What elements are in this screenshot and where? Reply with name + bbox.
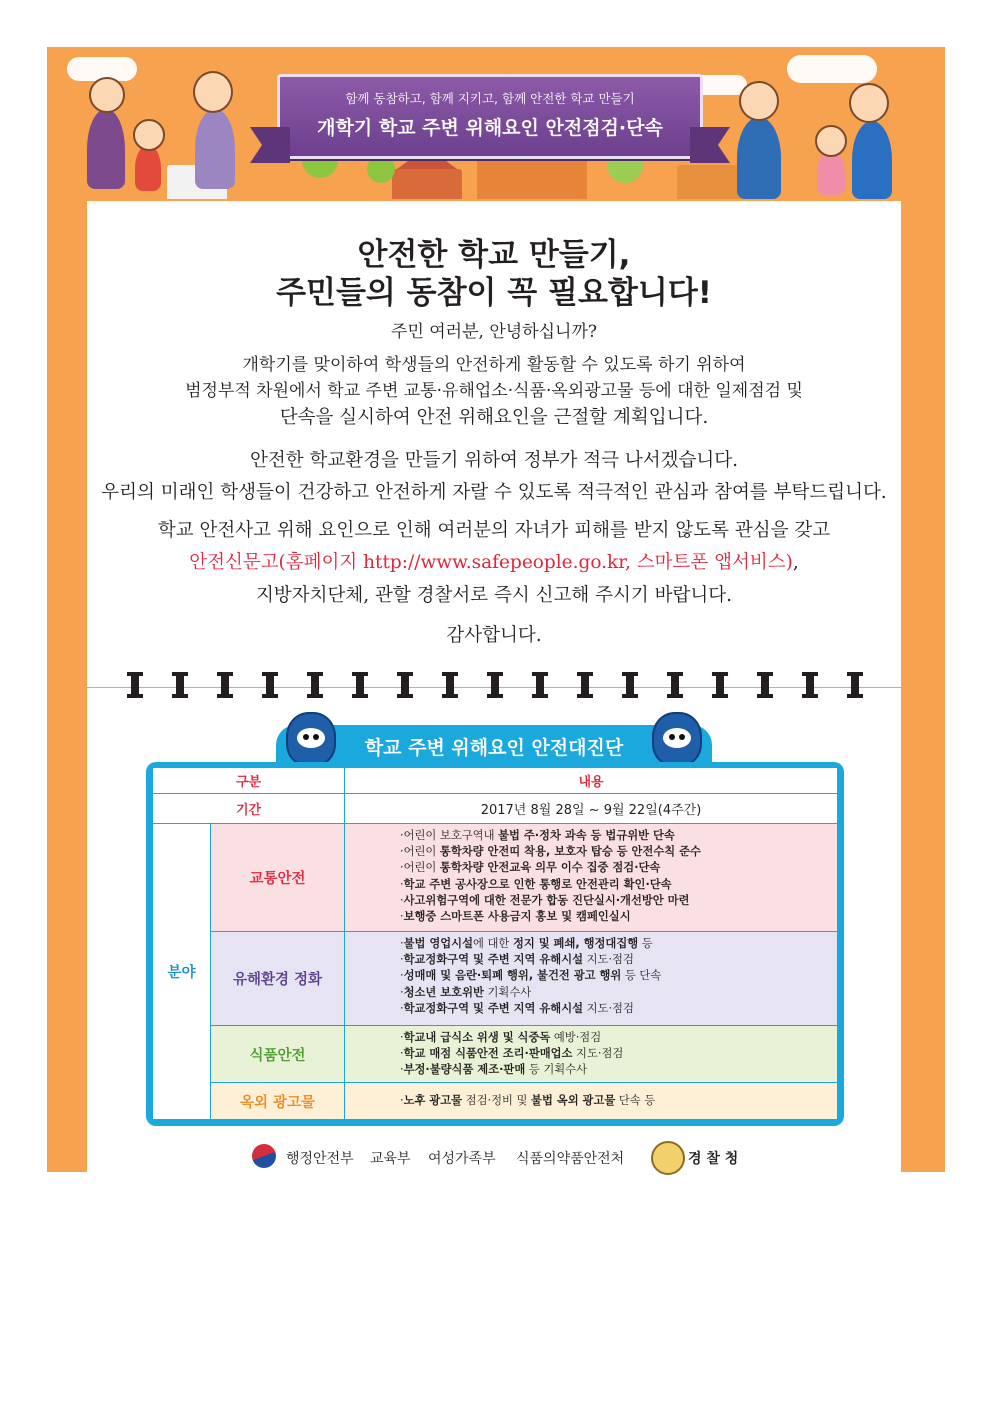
table-item-line: ·학교정화구역 및 주변 지역 유해시설 지도·점검 — [400, 1001, 634, 1015]
banner-title: 개학기 학교 주변 위해요인 안전점검·단속 — [317, 117, 663, 139]
closing-text: 감사합니다. — [446, 625, 542, 646]
grandfather-head — [193, 71, 233, 113]
binder-ring-icon — [446, 672, 454, 698]
footer-org-5: 경 찰 청 — [688, 1151, 739, 1167]
row-label-traffic-safety: 교통안전 — [211, 824, 345, 932]
header-content: 내용 — [345, 768, 837, 794]
table-item-line: ·학교내 급식소 위생 및 식중독 예방·점검 — [400, 1031, 602, 1044]
row-items-harmful-environment — [345, 932, 837, 1026]
row-label-harmful-environment: 유해환경 정화 — [211, 932, 345, 1026]
table-item-line: ·청소년 보호위반 기획수사 — [400, 985, 532, 999]
section-title: 학교 주변 위해요인 안전대진단 — [364, 737, 624, 759]
banner-subtitle: 함께 동참하고, 함께 지키고, 함께 안전한 학교 만들기 — [345, 91, 635, 106]
table-item-line: ·어린이 보호구역내 불법 주·정차 과속 등 법규위반 단속 — [400, 829, 675, 842]
table-item-line: ·학교 주변 공사장으로 인한 통행로 안전관리 확인·단속 — [400, 877, 672, 891]
paragraph-2-line-2: 우리의 미래인 학생들이 건강하고 안전하게 자랄 수 있도록 적극적인 관심과 참여를 부탁드립니다. — [101, 482, 887, 503]
headline-line-1: 안전한 학교 만들기, — [357, 237, 631, 273]
binder-ring-icon — [176, 672, 184, 698]
paragraph-2-line-1: 안전한 학교환경을 만들기 위하여 정부가 적극 나서겠습니다. — [250, 450, 738, 471]
mother-head — [849, 83, 889, 123]
table-item-line: ·성매매 및 음란·퇴폐 행위, 불건전 광고 행위 등 단속 — [400, 969, 662, 983]
binder-ring-icon — [221, 672, 229, 698]
footer-org-4: 식품의약품안전처 — [516, 1151, 625, 1167]
boy-figure — [135, 145, 161, 191]
binder-ring-icon — [401, 672, 409, 698]
inspection-table — [153, 768, 837, 1119]
binder-ring-icon — [131, 672, 139, 698]
title-banner — [277, 74, 703, 159]
period-label: 기간 — [153, 794, 345, 824]
binder-ring-icon — [806, 672, 814, 698]
table-item-line: ·노후 광고물 점검·정비 및 불법 옥외 광고물 단속 등 — [400, 1093, 656, 1107]
police-mascot-icon — [652, 712, 702, 766]
school-building-icon — [477, 157, 587, 199]
binder-ring-icon — [671, 672, 679, 698]
header-illustration — [47, 47, 945, 199]
binder-ring-icon — [581, 672, 589, 698]
binder-ring-icon — [356, 672, 364, 698]
footer-org-3: 여성가족부 — [428, 1151, 496, 1167]
table-item-line: ·사고위험구역에 대한 전문가 합동 진단실시·개선방안 마련 — [400, 893, 690, 907]
field-label: 분야 — [153, 824, 211, 1119]
mother-figure — [852, 121, 892, 199]
row-items-outdoor-ads — [345, 1083, 837, 1119]
binder-ring-icon — [761, 672, 769, 698]
footer-org-1: 행정안전부 — [286, 1151, 354, 1167]
table-item-line: ·어린이 통학차량 안전교육 의무 이수 집중 점검·단속 — [400, 861, 661, 875]
girl-figure — [817, 151, 845, 195]
police-officer-figure — [737, 117, 781, 199]
grandmother-head — [89, 77, 125, 113]
binder-ring-icon — [311, 672, 319, 698]
report-channel-link[interactable]: 안전신문고(홈페이지 http://www.safepeople.go.kr, 스마트폰 앱서비스) — [189, 552, 793, 573]
row-items-traffic-safety — [345, 824, 837, 932]
headline-line-2: 주민들의 동참이 꼭 필요합니다! — [276, 275, 712, 311]
binder-ring-icon — [266, 672, 274, 698]
table-item-line: ·불법 영업시설에 대한 정지 및 폐쇄, 행정대집행 등 — [400, 937, 653, 950]
row-label-outdoor-ads: 옥외 광고물 — [211, 1083, 345, 1119]
grandmother-figure — [87, 109, 125, 189]
row-label-food-safety: 식품안전 — [211, 1026, 345, 1083]
tree-icon — [367, 155, 395, 183]
grandfather-figure — [195, 109, 235, 189]
table-item-line: ·보행중 스마트폰 사용금지 홍보 및 캠페인실시 — [400, 910, 631, 924]
table-item-line: ·부정·불량식품 제조·판매 등 기획수사 — [400, 1063, 587, 1077]
footer-org-2: 교육부 — [370, 1151, 411, 1167]
binder-ring-icon — [626, 672, 634, 698]
binder-ring-icon — [536, 672, 544, 698]
government-emblem-icon — [252, 1144, 276, 1168]
binder-ring-icon — [491, 672, 499, 698]
paragraph-1-line-1: 개학기를 맞이하여 학생들의 안전하게 활동할 수 있도록 하기 위하여 — [242, 355, 746, 375]
paragraph-1-line-3: 단속을 실시하여 안전 위해요인을 근절할 계획입니다. — [279, 407, 709, 428]
school-building-icon — [392, 169, 462, 199]
paragraph-3-line-2: 안전신문고(홈페이지 http://www.safepeople.go.kr, 스마트폰 앱서비스), — [189, 552, 799, 573]
greeting-text: 주민 여러분, 안녕하십니까? — [391, 322, 597, 342]
table-item-line: ·학교정화구역 및 주변 지역 유해시설 지도·점검 — [400, 953, 634, 967]
period-value: 2017년 8월 28일 ~ 9월 22일(4주간) — [345, 794, 837, 824]
table-item-line: ·학교 매점 식품안전 조리·판매업소 지도·점검 — [400, 1047, 624, 1061]
paragraph-3-line-3: 지방자치단체, 관할 경찰서로 즉시 신고해 주시기 바랍니다. — [256, 585, 732, 606]
table-item-line: ·어린이 통학차량 안전띠 착용, 보호자 탑승 등 안전수칙 준수 — [400, 845, 701, 859]
inspection-table-frame — [146, 762, 844, 1126]
police-badge-icon — [651, 1141, 685, 1175]
police-mascot-icon — [286, 712, 336, 766]
section-title-tab — [276, 725, 712, 765]
paragraph-1-line-2: 범정부적 차원에서 학교 주변 교통·유해업소·식품·옥외광고물 등에 대한 일제점검 및 — [185, 381, 803, 401]
header-category: 구분 — [153, 768, 345, 794]
binder-ring-icon — [716, 672, 724, 698]
footer-logos — [0, 1140, 992, 1174]
police-officer-head — [739, 81, 779, 121]
boy-head — [133, 119, 165, 151]
girl-head — [815, 125, 847, 157]
row-items-food-safety — [345, 1026, 837, 1083]
paragraph-3-line-1: 학교 안전사고 위해 요인으로 인해 여러분의 자녀가 피해를 받지 않도록 관심을 갖고 — [157, 520, 831, 541]
binder-ring-icon — [851, 672, 859, 698]
